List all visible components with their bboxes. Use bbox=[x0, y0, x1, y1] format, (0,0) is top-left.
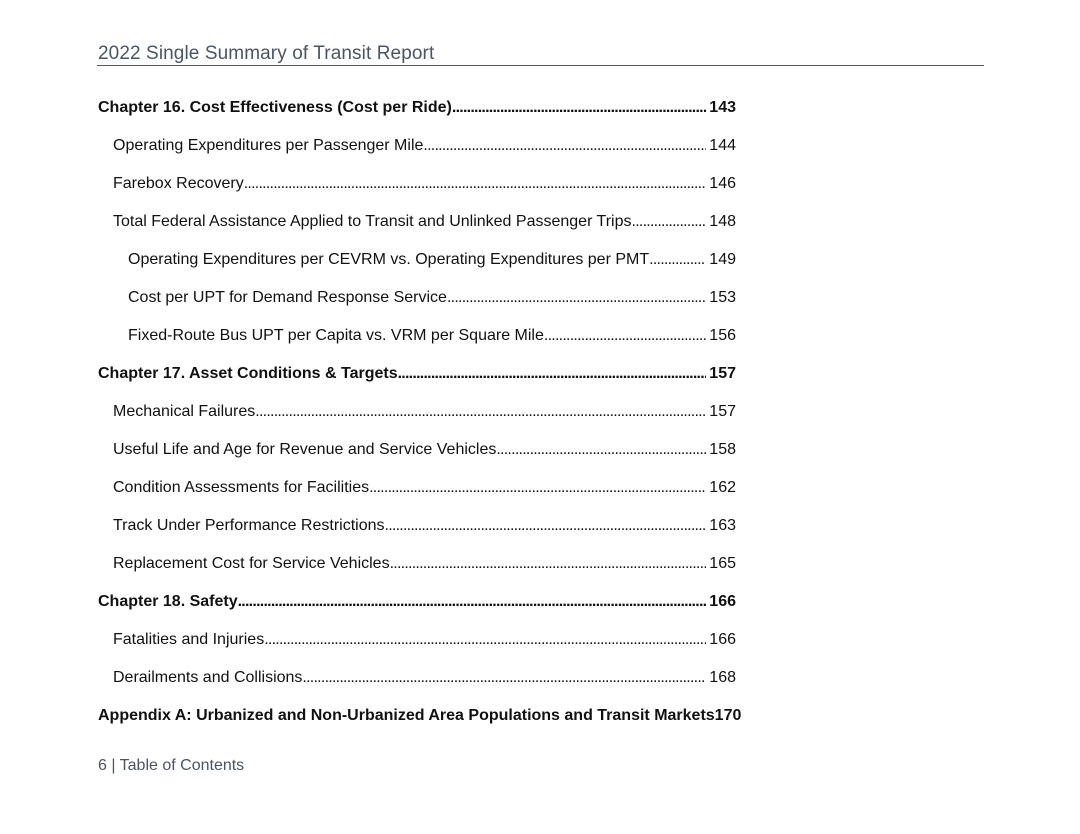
toc-entry-title: Useful Life and Age for Revenue and Service Vehicles bbox=[113, 441, 497, 458]
toc-dot-leader bbox=[238, 592, 707, 612]
toc-page-number: 153 bbox=[709, 289, 736, 306]
toc-dot-leader bbox=[302, 668, 706, 688]
toc-dot-leader bbox=[544, 326, 706, 346]
page-footer: 6 | Table of Contents bbox=[98, 757, 245, 774]
toc-entry-title: Farebox Recovery bbox=[113, 175, 244, 192]
toc-section-entry[interactable] bbox=[113, 402, 736, 422]
toc-appendix-entry[interactable]: Appendix A: Urbanized and Non-Urbanized Area Populations and Transit Markets170 bbox=[98, 707, 742, 724]
toc-page-number: 166 bbox=[709, 631, 736, 648]
toc-entry-title: Mechanical Failures bbox=[113, 403, 256, 420]
toc-page-number: 146 bbox=[709, 175, 736, 192]
toc-entry-title: Track Under Performance Restrictions bbox=[113, 517, 385, 534]
toc-dot-leader bbox=[423, 136, 706, 156]
toc-page-number: 166 bbox=[709, 593, 736, 610]
toc-section-entry[interactable] bbox=[128, 250, 736, 270]
report-title: 2022 Single Summary of Transit Report bbox=[98, 43, 435, 64]
toc-dot-leader bbox=[244, 174, 707, 194]
toc-entry-title: Condition Assessments for Facilities bbox=[113, 479, 370, 496]
toc-dot-leader bbox=[385, 516, 707, 536]
toc-section-entry[interactable] bbox=[113, 136, 736, 156]
toc-entry-title: Chapter 16. Cost Effectiveness (Cost per Ride) bbox=[98, 99, 452, 116]
toc-page-number: 158 bbox=[709, 441, 736, 458]
toc-section-entry[interactable] bbox=[113, 554, 736, 574]
toc-section-entry[interactable] bbox=[113, 630, 736, 650]
toc-page-number: 165 bbox=[709, 555, 736, 572]
toc-page-number: 143 bbox=[709, 99, 736, 116]
toc-page-number: 144 bbox=[709, 137, 736, 154]
toc-page-number: 156 bbox=[709, 327, 736, 344]
toc-chapter-entry[interactable] bbox=[98, 98, 736, 118]
toc-page-number: 162 bbox=[709, 479, 736, 496]
toc-section-entry[interactable] bbox=[128, 288, 736, 308]
toc-dot-leader bbox=[452, 98, 706, 118]
toc-section-entry[interactable] bbox=[128, 326, 736, 346]
toc-page-number: 163 bbox=[709, 517, 736, 534]
toc-page-number: 148 bbox=[709, 213, 736, 230]
toc-entry-title: Operating Expenditures per Passenger Mile bbox=[113, 137, 424, 154]
toc-section-entry[interactable] bbox=[113, 516, 736, 536]
toc-entry-title: Total Federal Assistance Applied to Transit and Unlinked Passenger Trips bbox=[113, 213, 632, 230]
toc-entry-title: Replacement Cost for Service Vehicles bbox=[113, 555, 390, 572]
toc-dot-leader bbox=[632, 212, 707, 232]
toc-dot-leader bbox=[649, 250, 706, 270]
toc-page-number: 149 bbox=[709, 251, 736, 268]
toc-entry-title: Chapter 18. Safety bbox=[98, 593, 238, 610]
toc-entry-title: Derailments and Collisions bbox=[113, 669, 303, 686]
toc-page-number: 157 bbox=[709, 403, 736, 420]
toc-dot-leader bbox=[390, 554, 707, 574]
toc-entry-title: Fixed-Route Bus UPT per Capita vs. VRM per Square Mile bbox=[128, 327, 544, 344]
toc-entry-title: Operating Expenditures per CEVRM vs. Operating Expenditures per PMT bbox=[128, 251, 650, 268]
toc-dot-leader bbox=[369, 478, 706, 498]
toc-section-entry[interactable] bbox=[113, 440, 736, 460]
toc-dot-leader bbox=[496, 440, 706, 460]
toc-chapter-entry[interactable] bbox=[98, 592, 736, 612]
toc-page-number: 168 bbox=[709, 669, 736, 686]
toc-section-entry[interactable] bbox=[113, 212, 736, 232]
toc-section-entry[interactable] bbox=[113, 668, 736, 688]
toc-chapter-entry[interactable] bbox=[98, 364, 736, 384]
toc-dot-leader bbox=[447, 288, 706, 308]
toc-entry-title: Fatalities and Injuries bbox=[113, 631, 265, 648]
toc-entry-title: Cost per UPT for Demand Response Service bbox=[128, 289, 447, 306]
toc-page-number: 157 bbox=[709, 365, 736, 382]
toc-section-entry[interactable] bbox=[113, 174, 736, 194]
toc-dot-leader bbox=[398, 364, 707, 384]
toc-dot-leader bbox=[255, 402, 706, 422]
toc-entry-title: Chapter 17. Asset Conditions & Targets bbox=[98, 365, 398, 382]
toc-dot-leader bbox=[264, 630, 706, 650]
toc-section-entry[interactable] bbox=[113, 478, 736, 498]
